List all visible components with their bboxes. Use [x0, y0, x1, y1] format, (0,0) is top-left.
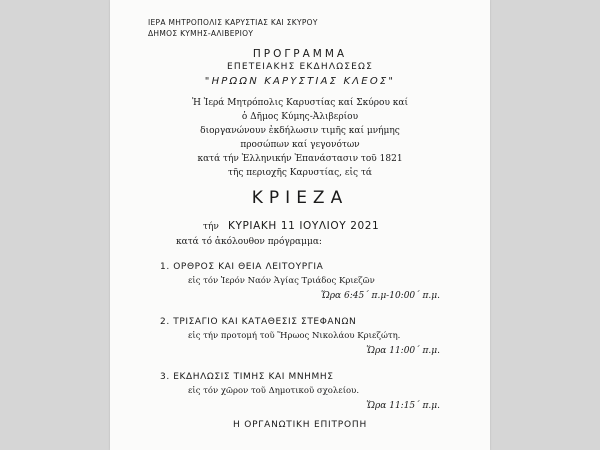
program-page — [110, 0, 490, 450]
item-1-location: εἰς τόν Ἱερόν Ναόν Ἁγίας Τριάδος Κριεζῶν — [188, 276, 375, 286]
program-intro: κατά τό ἀκόλουθον πρόγραμμα: — [176, 237, 322, 247]
intro-line-1: Ἡ Ἱερά Μητρόπολις Καρυστίας καί Σκύρου καί — [191, 98, 409, 108]
item-3-title: 3. ΕΚΔΗΛΩΣΙΣ ΤΙΜΗΣ ΚΑΙ ΜΝΗΜΗΣ — [160, 372, 334, 382]
item-3-time: Ὥρα 11:15΄ π.μ. — [366, 401, 440, 411]
item-3-location: εἰς τόν χῶρον τοῦ Δημοτικοῦ σχολείου. — [188, 386, 360, 396]
event-date: ΚΥΡΙΑΚΗ 11 ΙΟΥΛΙΟΥ 2021 — [228, 220, 380, 232]
item-1-time: Ὥρα 6:45΄ π.μ-10:00΄ π.μ. — [320, 291, 440, 301]
header-metropolis: ΙΕΡΑ ΜΗΤΡΟΠΟΛΙΣ ΚΑΡΥΣΤΙΑΣ ΚΑΙ ΣΚΥΡΟΥ — [148, 18, 318, 27]
intro-line-4: προσώπων καί γεγονότων — [240, 140, 360, 150]
intro-line-2: ὁ Δῆμος Κύμης-Ἀλιβερίου — [241, 112, 359, 122]
date-prefix: τήν — [203, 222, 219, 232]
item-2-location: εἰς τήν προτομή τοῦ Ἥρωος Νικολάου Κριεζώτη. — [188, 331, 401, 341]
place-name: ΚΡΙΕΖΑ — [251, 188, 349, 208]
item-2-title: 2. ΤΡΙΣΑΓΙΟ ΚΑΙ ΚΑΤΑΘΕΣΙΣ ΣΤΕΦΑΝΩΝ — [160, 317, 357, 327]
item-2-time: Ὥρα 11:00΄ π.μ. — [366, 346, 440, 356]
intro-line-5: κατά τήν Ἑλληνικήν Ἐπανάστασιν τοῦ 1821 — [197, 154, 403, 164]
organizing-committee: Η ΟΡΓΑΝΩΤΙΚΗ ΕΠΙΤΡΟΠΗ — [232, 420, 368, 430]
program-subtitle: ΕΠΕΤΕΙΑΚΗΣ ΕΚΔΗΛΩΣΕΩΣ — [226, 62, 374, 72]
program-title: ΠΡΟΓΡΑΜΜΑ — [252, 48, 348, 60]
intro-line-3: διοργανώνουν ἐκδήλωσιν τιμῆς καί μνήμης — [200, 126, 400, 136]
header-municipality: ΔΗΜΟΣ ΚΥΜΗΣ-ΑΛΙΒΕΡΙΟΥ — [148, 29, 254, 38]
event-name: "ΗΡΩΩΝ ΚΑΡΥΣΤΙΑΣ ΚΛΕΟΣ" — [204, 76, 396, 87]
item-1-title: 1. ΟΡΘΡΟΣ ΚΑΙ ΘΕΙΑ ΛΕΙΤΟΥΡΓΙΑ — [160, 262, 324, 272]
intro-line-6: τῆς περιοχῆς Καρυστίας, εἰς τά — [227, 168, 373, 178]
